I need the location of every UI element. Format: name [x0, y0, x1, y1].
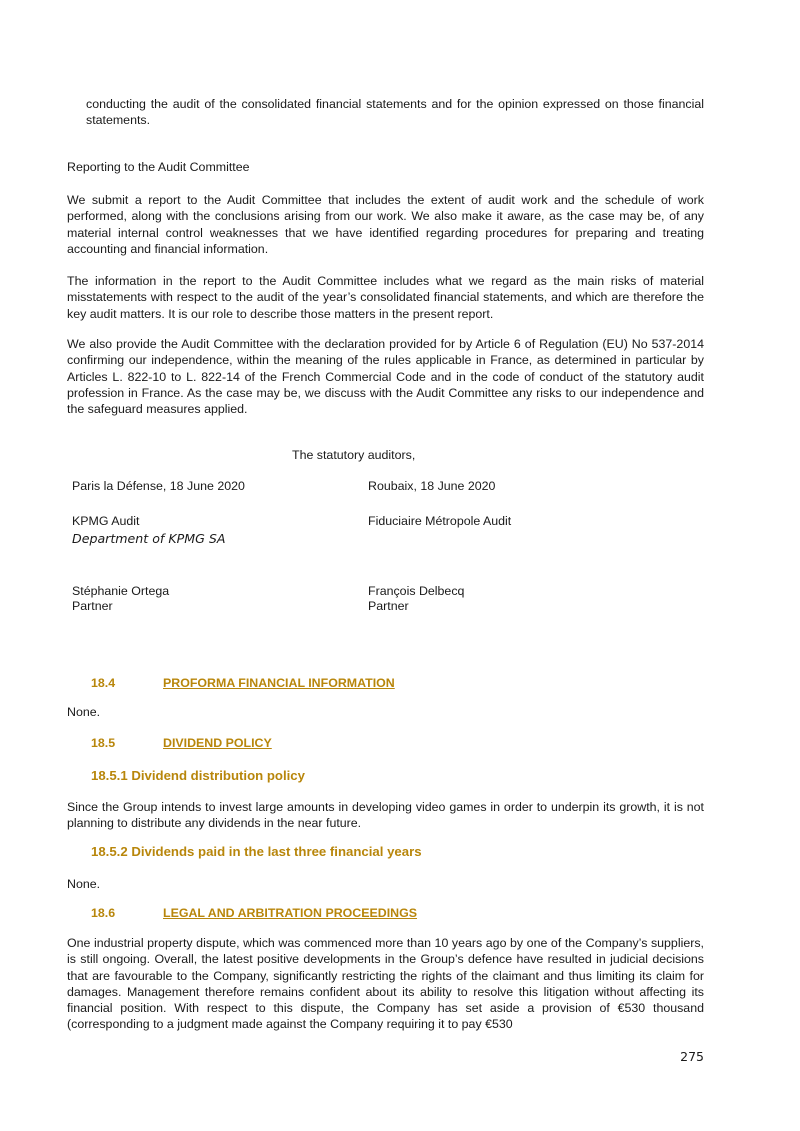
section-title: LEGAL AND ARBITRATION PROCEEDINGS [163, 906, 418, 920]
section-18-6-body: One industrial property dispute, which was commenced more than 10 years ago by one of the Company’s suppliers, is still ongoing. Overall, the latest positive developments in the Group’s defence have resulted in judicial decisions that are favourable to the Company, significantly restricting the rights of the claimant and thus limiting its claim for damages. Management therefore remains confident about its ability to resolve this litigation without affecting its financial position. With respect to this dispute, the Company has set aside a provision of €530 thousand (corresponding to a judgment made against the Company requiring it to pay €530 [67, 936, 704, 1032]
reporting-paragraph-2: The information in the report to the Audit Committee includes what we regard as the main risks of material misstatements with respect to the audit of the year’s consolidated financial statements, and which are therefore the key audit matters. It is our role to describe those matters in the present report. [67, 274, 704, 321]
section-number: 18.6 [91, 906, 116, 920]
right-signatory-role: Partner [368, 599, 409, 613]
section-title: PROFORMA FINANCIAL INFORMATION [163, 676, 395, 690]
left-department: Department of KPMG SA [72, 531, 226, 546]
section-18-5-1-body: Since the Group intends to invest large amounts in developing video games in order to underpin its growth, it is not planning to distribute any dividends in the near future. [67, 800, 704, 831]
right-firm: Fiduciaire Métropole Audit [368, 514, 512, 528]
signatures-title: The statutory auditors, [292, 448, 416, 462]
section-18-5-2-body: None. [67, 877, 101, 891]
right-signatory-name: François Delbecq [368, 584, 465, 598]
section-18-5-2-heading: 18.5.2 Dividends paid in the last three financial years [91, 844, 422, 859]
section-18-4-body: None. [67, 705, 101, 719]
section-18-5-1-heading: 18.5.1 Dividend distribution policy [91, 768, 305, 783]
page-number: 275 [680, 1049, 704, 1064]
left-place-date: Paris la Défense, 18 June 2020 [72, 479, 245, 493]
section-number: 18.5 [91, 736, 116, 750]
reporting-paragraph-3: We also provide the Audit Committee with the declaration provided for by Article 6 of Regulation (EU) No 537-2014 confirming our independence, within the meaning of the rules applicable in France, as determined in particular by Articles L. 822-10 to L. 822-14 of the French Commercial Code and in the code of conduct of the statutory audit profession in France. As the case may be, we discuss with the Audit Committee any risks to our independence and the safeguard measures applied. [67, 337, 704, 417]
left-signatory-role: Partner [72, 599, 113, 613]
section-title: DIVIDEND POLICY [163, 736, 272, 750]
right-place-date: Roubaix, 18 June 2020 [368, 479, 496, 493]
section-number: 18.4 [91, 676, 116, 690]
reporting-paragraph-1: We submit a report to the Audit Committee that includes the extent of audit work and the schedule of work performed, along with the conclusions arising from our work. We also make it aware, as the case may be, of any material internal control weaknesses that we have identified regarding procedures for preparing and treating accounting and financial information. [67, 193, 704, 256]
left-firm: KPMG Audit [72, 514, 140, 528]
intro-continuation: conducting the audit of the consolidated financial statements and for the opinion expressed on those financial statements. [86, 97, 704, 128]
left-signatory-name: Stéphanie Ortega [72, 584, 170, 598]
reporting-heading: Reporting to the Audit Committee [67, 160, 250, 174]
